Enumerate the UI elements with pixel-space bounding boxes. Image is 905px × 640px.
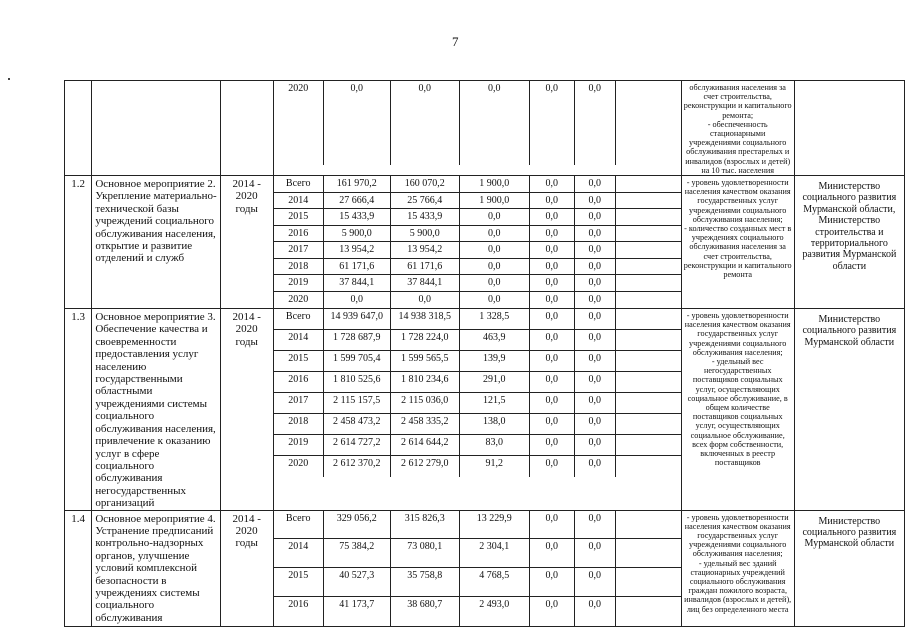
fin-regional: 37 844,1 — [391, 275, 460, 291]
financing-row — [274, 597, 681, 626]
fin-spacer — [616, 209, 681, 225]
scan-dot — [8, 78, 10, 80]
fin-federal: 138,0 — [460, 414, 530, 434]
page-number: 7 — [452, 34, 459, 49]
fin-regional: 160 070,2 — [391, 176, 460, 192]
fin-federal: 4 768,5 — [460, 568, 530, 596]
fin-municipal: 0,0 — [530, 435, 575, 455]
fin-year: 2015 — [274, 351, 324, 371]
fin-year: 2016 — [274, 372, 324, 392]
indicators: - уровень удовлетворенности населения качеством оказания государственных услуг учреждениями социального обслуживания населения; - удельный вес зданий стационарных учреждений социального обслуживания граждан пожилого возраста, инвалидов (взрослых и детей), лиц без определенного места — [681, 510, 794, 626]
fin-municipal: 0,0 — [530, 511, 575, 539]
activity-name: Основное мероприятие 4. Устранение предписаний контрольно-надзорных органов, улучшение условий комплексной безопасности в учреждениях системы социального обслуживания — [92, 510, 220, 626]
fin-federal: 0,0 — [460, 81, 530, 165]
fin-total: 0,0 — [324, 292, 391, 309]
fin-year: 2019 — [274, 275, 324, 291]
fin-regional: 315 826,3 — [391, 511, 460, 539]
fin-federal: 121,5 — [460, 393, 530, 413]
fin-regional: 15 433,9 — [391, 209, 460, 225]
fin-municipal: 0,0 — [530, 176, 575, 192]
fin-total: 37 844,1 — [324, 275, 391, 291]
financing-row — [274, 351, 681, 372]
fin-total: 2 115 157,5 — [324, 393, 391, 413]
fin-total: 40 527,3 — [324, 568, 391, 596]
activity-name: Основное мероприятие 3. Обеспечение качества и своевременности предоставления услуг населению государственными областными учреждениями системы социального обслуживания населения, привлечение к оказанию услуг в сфере социального обслуживания негосударственных организаций — [92, 309, 220, 511]
fin-total: 13 954,2 — [324, 242, 391, 258]
period: 2014 - 2020 годы — [220, 510, 273, 626]
fin-regional: 2 115 036,0 — [391, 393, 460, 413]
fin-other: 0,0 — [575, 209, 616, 225]
fin-total: 0,0 — [324, 81, 391, 165]
responsible: Министерство социального развития Мурманской области, Министерство строительства и территориального развития Мурманской области — [794, 176, 904, 309]
financing-row — [274, 81, 681, 165]
fin-year: 2017 — [274, 242, 324, 258]
fin-spacer — [616, 176, 681, 192]
fin-spacer — [616, 242, 681, 258]
fin-total: 329 056,2 — [324, 511, 391, 539]
fin-municipal: 0,0 — [530, 414, 575, 434]
fin-other: 0,0 — [575, 242, 616, 258]
responsible: Министерство социального развития Мурманской области — [794, 510, 904, 626]
fin-regional: 1 599 565,5 — [391, 351, 460, 371]
fin-total: 2 614 727,2 — [324, 435, 391, 455]
responsible: Министерство социального развития Мурманской области — [794, 309, 904, 511]
financing-row — [274, 242, 681, 259]
fin-federal: 1 328,5 — [460, 309, 530, 329]
fin-spacer — [616, 259, 681, 275]
fin-other: 0,0 — [575, 330, 616, 350]
period: 2014 - 2020 годы — [220, 309, 273, 511]
fin-year: Всего — [274, 176, 324, 192]
row-number: 1.2 — [65, 176, 92, 309]
fin-regional: 2 458 335,2 — [391, 414, 460, 434]
fin-total: 2 612 370,2 — [324, 456, 391, 477]
fin-regional: 61 171,6 — [391, 259, 460, 275]
fin-federal: 0,0 — [460, 242, 530, 258]
fin-regional: 13 954,2 — [391, 242, 460, 258]
fin-other: 0,0 — [575, 456, 616, 477]
fin-federal: 91,2 — [460, 456, 530, 477]
fin-federal: 0,0 — [460, 226, 530, 242]
fin-spacer — [616, 372, 681, 392]
fin-regional: 2 614 644,2 — [391, 435, 460, 455]
fin-other: 0,0 — [575, 259, 616, 275]
table-row — [65, 309, 905, 511]
fin-federal: 0,0 — [460, 292, 530, 309]
fin-municipal: 0,0 — [530, 539, 575, 567]
fin-spacer — [616, 539, 681, 567]
financing-row — [274, 330, 681, 351]
fin-federal: 1 900,0 — [460, 176, 530, 192]
responsible — [794, 81, 904, 176]
fin-spacer — [616, 275, 681, 291]
fin-year: 2014 — [274, 330, 324, 350]
fin-municipal: 0,0 — [530, 292, 575, 309]
fin-spacer — [616, 568, 681, 596]
fin-year: 2017 — [274, 393, 324, 413]
fin-other: 0,0 — [575, 309, 616, 329]
indicators: обслуживания населения за счет строительства, реконструкции и капитального ремонта; - обеспеченность стационарными учреждениями социального обслуживания престарелых и инвалидов (взрослых и детей) на 10 тыс. населения — [681, 81, 794, 176]
fin-municipal: 0,0 — [530, 209, 575, 225]
fin-year: 2015 — [274, 209, 324, 225]
fin-regional: 5 900,0 — [391, 226, 460, 242]
fin-year: 2020 — [274, 456, 324, 477]
fin-municipal: 0,0 — [530, 259, 575, 275]
financing-row — [274, 309, 681, 330]
fin-year: 2018 — [274, 414, 324, 434]
fin-federal: 463,9 — [460, 330, 530, 350]
fin-total: 75 384,2 — [324, 539, 391, 567]
fin-regional: 25 766,4 — [391, 193, 460, 209]
financing-cell — [273, 309, 681, 511]
fin-spacer — [616, 393, 681, 413]
fin-other: 0,0 — [575, 511, 616, 539]
fin-other: 0,0 — [575, 292, 616, 309]
financing-row — [274, 539, 681, 568]
period — [220, 81, 273, 176]
fin-municipal: 0,0 — [530, 242, 575, 258]
fin-municipal: 0,0 — [530, 456, 575, 477]
fin-year: 2014 — [274, 193, 324, 209]
fin-other: 0,0 — [575, 193, 616, 209]
financing-row — [274, 372, 681, 393]
fin-total: 1 810 525,6 — [324, 372, 391, 392]
financing-row — [274, 176, 681, 193]
fin-spacer — [616, 309, 681, 329]
fin-total: 5 900,0 — [324, 226, 391, 242]
fin-other: 0,0 — [575, 275, 616, 291]
fin-total: 2 458 473,2 — [324, 414, 391, 434]
fin-regional: 1 810 234,6 — [391, 372, 460, 392]
fin-other: 0,0 — [575, 81, 616, 165]
fin-federal: 2 304,1 — [460, 539, 530, 567]
financing-cell — [273, 81, 681, 176]
fin-year: 2016 — [274, 226, 324, 242]
financing-row — [274, 209, 681, 226]
fin-year: 2016 — [274, 597, 324, 626]
fin-municipal: 0,0 — [530, 193, 575, 209]
fin-municipal: 0,0 — [530, 309, 575, 329]
table-row — [65, 176, 905, 309]
fin-spacer — [616, 351, 681, 371]
fin-total: 27 666,4 — [324, 193, 391, 209]
fin-other: 0,0 — [575, 539, 616, 567]
fin-spacer — [616, 81, 681, 165]
fin-federal: 0,0 — [460, 209, 530, 225]
fin-municipal: 0,0 — [530, 275, 575, 291]
fin-other: 0,0 — [575, 414, 616, 434]
row-number: 1.3 — [65, 309, 92, 511]
fin-spacer — [616, 193, 681, 209]
financing-row — [274, 414, 681, 435]
period: 2014 - 2020 годы — [220, 176, 273, 309]
fin-other: 0,0 — [575, 176, 616, 192]
fin-municipal: 0,0 — [530, 372, 575, 392]
fin-spacer — [616, 435, 681, 455]
fin-municipal: 0,0 — [530, 393, 575, 413]
fin-municipal: 0,0 — [530, 81, 575, 165]
fin-municipal: 0,0 — [530, 597, 575, 626]
activity-name — [92, 81, 220, 176]
fin-total: 161 970,2 — [324, 176, 391, 192]
fin-other: 0,0 — [575, 393, 616, 413]
financing-row — [274, 193, 681, 210]
fin-federal: 1 900,0 — [460, 193, 530, 209]
fin-year: 2020 — [274, 292, 324, 309]
financing-row — [274, 292, 681, 309]
financing-row — [274, 435, 681, 456]
fin-municipal: 0,0 — [530, 568, 575, 596]
fin-regional: 38 680,7 — [391, 597, 460, 626]
fin-spacer — [616, 292, 681, 309]
fin-year: 2014 — [274, 539, 324, 567]
fin-year: 2019 — [274, 435, 324, 455]
financing-row — [274, 275, 681, 292]
fin-federal: 291,0 — [460, 372, 530, 392]
fin-year: Всего — [274, 511, 324, 539]
fin-other: 0,0 — [575, 568, 616, 596]
fin-regional: 1 728 224,0 — [391, 330, 460, 350]
row-number: 1.4 — [65, 510, 92, 626]
fin-municipal: 0,0 — [530, 226, 575, 242]
fin-total: 1 599 705,4 — [324, 351, 391, 371]
fin-federal: 83,0 — [460, 435, 530, 455]
fin-federal: 0,0 — [460, 259, 530, 275]
fin-total: 61 171,6 — [324, 259, 391, 275]
financing-row — [274, 568, 681, 597]
fin-regional: 14 938 318,5 — [391, 309, 460, 329]
fin-spacer — [616, 414, 681, 434]
fin-year: 2015 — [274, 568, 324, 596]
table-row — [65, 510, 905, 626]
fin-regional: 35 758,8 — [391, 568, 460, 596]
fin-spacer — [616, 511, 681, 539]
fin-other: 0,0 — [575, 351, 616, 371]
row-number — [65, 81, 92, 176]
financing-row — [274, 226, 681, 243]
fin-spacer — [616, 330, 681, 350]
table-row — [65, 81, 905, 176]
fin-other: 0,0 — [575, 597, 616, 626]
main-table — [64, 80, 905, 627]
financing-row — [274, 393, 681, 414]
financing-row — [274, 456, 681, 477]
fin-total: 1 728 687,9 — [324, 330, 391, 350]
fin-regional: 0,0 — [391, 81, 460, 165]
activity-name: Основное мероприятие 2. Укрепление материально-технической базы учреждений социального обслуживания населения, открытие и развитие отделений и служб — [92, 176, 220, 309]
indicators: - уровень удовлетворенности населения качеством оказания государственных услуг учреждениями социального обслуживания населения; - удельный вес негосударственных поставщиков социальных услуг, осуществляющих социальное обслуживание, в общем количестве поставщиков социальных услуг, осуществляющих социальное обслуживание, всех форм собственности, включенных в реестр поставщиков — [681, 309, 794, 511]
indicators: - уровень удовлетворенности населения качеством оказания государственных услуг учреждениями социального обслуживания населения; - количество созданных мест в учреждениях социального обслуживания населения за счет строительства, реконструкции и капитального ремонта — [681, 176, 794, 309]
fin-spacer — [616, 597, 681, 626]
fin-year: 2018 — [274, 259, 324, 275]
fin-federal: 13 229,9 — [460, 511, 530, 539]
fin-federal: 0,0 — [460, 275, 530, 291]
fin-total: 15 433,9 — [324, 209, 391, 225]
fin-regional: 73 080,1 — [391, 539, 460, 567]
fin-regional: 2 612 279,0 — [391, 456, 460, 477]
fin-total: 41 173,7 — [324, 597, 391, 626]
fin-regional: 0,0 — [391, 292, 460, 309]
fin-federal: 139,9 — [460, 351, 530, 371]
fin-total: 14 939 647,0 — [324, 309, 391, 329]
fin-municipal: 0,0 — [530, 330, 575, 350]
financing-row — [274, 259, 681, 276]
financing-cell — [273, 176, 681, 309]
fin-spacer — [616, 456, 681, 477]
fin-year: 2020 — [274, 81, 324, 165]
financing-cell — [273, 510, 681, 626]
fin-federal: 2 493,0 — [460, 597, 530, 626]
fin-spacer — [616, 226, 681, 242]
financing-row — [274, 511, 681, 540]
fin-other: 0,0 — [575, 435, 616, 455]
fin-municipal: 0,0 — [530, 351, 575, 371]
fin-other: 0,0 — [575, 226, 616, 242]
fin-year: Всего — [274, 309, 324, 329]
fin-other: 0,0 — [575, 372, 616, 392]
